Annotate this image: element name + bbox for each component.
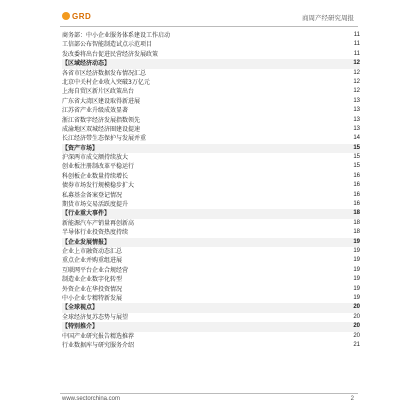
toc-entry-title: 【企业发展情报】 xyxy=(62,238,111,246)
toc-entry-title: 中国产业研究报告精选推荐 xyxy=(62,332,135,340)
toc-entry-title: 制造业企业数字化转型 xyxy=(62,276,123,284)
toc-page-number: 19 xyxy=(353,257,360,264)
toc-page-number: 21 xyxy=(353,341,360,348)
toc-entry-title: 【区域经济动态】 xyxy=(62,60,111,68)
toc-entry-title: 中小企业专精特新发展 xyxy=(62,294,123,302)
toc-page-number: 14 xyxy=(353,135,360,142)
toc-page-number: 18 xyxy=(353,229,360,236)
toc-entry-title: 【特别推介】 xyxy=(62,323,99,331)
toc-entry-title: 长江经济带生态保护与发展并重 xyxy=(62,135,147,143)
toc-entry[interactable] xyxy=(62,162,360,171)
toc-entry-title: 上海自贸区新片区政策出台 xyxy=(62,88,135,96)
toc-section-heading[interactable] xyxy=(62,209,360,218)
toc-entry-title: 成渝地区双城经济圈建设提速 xyxy=(62,125,141,133)
toc-page-number: 11 xyxy=(353,41,360,48)
toc-entry[interactable] xyxy=(62,266,360,275)
footer-divider xyxy=(60,393,358,394)
toc-entry-title: 私募基金备案登记情况 xyxy=(62,191,123,199)
toc-entry[interactable] xyxy=(62,332,360,341)
toc-entry-title: 各省市区经济数据发布情况汇总 xyxy=(62,69,147,77)
toc-page-number: 11 xyxy=(353,50,360,57)
toc-entry[interactable] xyxy=(62,341,360,350)
logo-icon xyxy=(62,12,70,20)
toc-entry[interactable] xyxy=(62,87,360,96)
toc-entry-title: 江苏省产业升级成效显著 xyxy=(62,107,129,115)
toc-entry[interactable] xyxy=(62,50,360,59)
toc-page-number: 19 xyxy=(353,247,360,254)
toc-page-number: 15 xyxy=(353,144,360,151)
toc-page-number: 19 xyxy=(353,285,360,292)
toc-entry[interactable] xyxy=(62,275,360,284)
report-title: 商周产经研究周报 xyxy=(302,15,354,22)
toc-entry[interactable] xyxy=(62,219,360,228)
toc-entry-title: 企业上市融资动态汇总 xyxy=(62,247,123,255)
toc-entry-title: 互联网平台企业合规经营 xyxy=(62,266,129,274)
toc-entry-title: 工信部公布智能制造试点示范项目 xyxy=(62,41,153,49)
logo-text: GRD xyxy=(72,12,92,21)
toc-entry-title: 【全球视点】 xyxy=(62,304,99,312)
toc-entry-title: 广东省大湾区建设取得新进展 xyxy=(62,97,141,105)
toc-entry[interactable] xyxy=(62,125,360,134)
toc-page-number: 19 xyxy=(353,294,360,301)
toc-entry[interactable] xyxy=(62,116,360,125)
toc-page-number: 19 xyxy=(353,266,360,273)
toc-page-number: 19 xyxy=(353,238,360,245)
toc-entry[interactable] xyxy=(62,97,360,106)
toc-entry[interactable] xyxy=(62,228,360,237)
toc-entry[interactable] xyxy=(62,78,360,87)
toc-entry-title: 重点企业并购重组进展 xyxy=(62,257,123,265)
table-of-contents xyxy=(62,31,360,350)
toc-page-number: 11 xyxy=(353,32,360,38)
toc-entry[interactable] xyxy=(62,200,360,209)
toc-entry-title: 外资企业在华投资情况 xyxy=(62,285,123,293)
toc-page-number: 20 xyxy=(353,332,360,339)
toc-entry-title: 债券市场发行规模稳步扩大 xyxy=(62,182,135,190)
toc-page-number: 20 xyxy=(353,323,360,330)
toc-entry[interactable] xyxy=(62,247,360,256)
toc-entry[interactable] xyxy=(62,153,360,162)
toc-entry[interactable] xyxy=(62,256,360,265)
toc-page-number: 12 xyxy=(353,78,360,85)
toc-page-number: 16 xyxy=(353,182,360,189)
toc-entry-title: 北京中关村企业收入突破3万亿元 xyxy=(62,78,150,86)
toc-entry[interactable] xyxy=(62,40,360,49)
toc-entry-title: 全球经济复苏态势与展望 xyxy=(62,313,129,321)
toc-entry[interactable] xyxy=(62,69,360,78)
toc-entry-title: 创业板注册制改革平稳运行 xyxy=(62,163,135,171)
toc-page-number: 15 xyxy=(353,154,360,161)
toc-entry[interactable] xyxy=(62,181,360,190)
toc-page-number: 12 xyxy=(353,88,360,95)
toc-entry[interactable] xyxy=(62,134,360,143)
toc-entry-title: 半导体行业投资热度持续 xyxy=(62,229,129,237)
toc-section-heading[interactable] xyxy=(62,303,360,312)
toc-page-number: 18 xyxy=(353,210,360,217)
toc-page-number: 12 xyxy=(353,60,360,67)
toc-page-number: 19 xyxy=(353,276,360,283)
toc-entry-title: 发改委将出台促进民营经济发展政策 xyxy=(62,50,159,58)
toc-section-heading[interactable] xyxy=(62,144,360,153)
toc-section-heading[interactable] xyxy=(62,238,360,247)
toc-entry-title: 商务部：中小企业服务体系建设工作启动 xyxy=(62,32,171,39)
toc-section-heading[interactable] xyxy=(62,322,360,331)
brand-logo xyxy=(62,12,91,21)
toc-page-number: 16 xyxy=(353,172,360,179)
toc-section-heading[interactable] xyxy=(62,59,360,68)
page-header xyxy=(0,0,400,26)
toc-entry-title: 浙江省数字经济发展指数领先 xyxy=(62,116,141,124)
toc-entry[interactable] xyxy=(62,172,360,181)
footer-url[interactable]: www.sectorchina.com xyxy=(62,396,121,402)
toc-entry-title: 科创板企业数量持续增长 xyxy=(62,172,129,180)
toc-entry-title: 沪深两市成交额持续放大 xyxy=(62,154,129,162)
toc-entry-title: 新能源汽车产销量再创新高 xyxy=(62,219,135,227)
toc-entry[interactable] xyxy=(62,191,360,200)
toc-page-number: 20 xyxy=(353,304,360,311)
toc-page-number: 13 xyxy=(353,107,360,114)
toc-page-number: 18 xyxy=(353,219,360,226)
toc-entry[interactable] xyxy=(62,313,360,322)
toc-page-number: 12 xyxy=(353,69,360,76)
toc-entry[interactable] xyxy=(62,294,360,303)
toc-page-number: 20 xyxy=(353,313,360,320)
toc-page-number: 16 xyxy=(353,191,360,198)
page-number: 2 xyxy=(350,396,354,402)
header-divider xyxy=(60,26,358,27)
toc-page-number: 13 xyxy=(353,116,360,123)
toc-entry-title: 【资产市场】 xyxy=(62,144,99,152)
toc-entry-title: 行业数据库与研究服务介绍 xyxy=(62,341,135,349)
toc-entry[interactable] xyxy=(62,285,360,294)
toc-page-number: 13 xyxy=(353,97,360,104)
toc-entry-title: 期货市场交易活跃度提升 xyxy=(62,201,129,209)
toc-page-number: 13 xyxy=(353,125,360,132)
toc-entry[interactable] xyxy=(62,106,360,115)
toc-page-number: 15 xyxy=(353,163,360,170)
toc-entry-title: 【行业重大事件】 xyxy=(62,210,111,218)
toc-page-number: 16 xyxy=(353,201,360,208)
toc-entry[interactable] xyxy=(62,31,360,40)
